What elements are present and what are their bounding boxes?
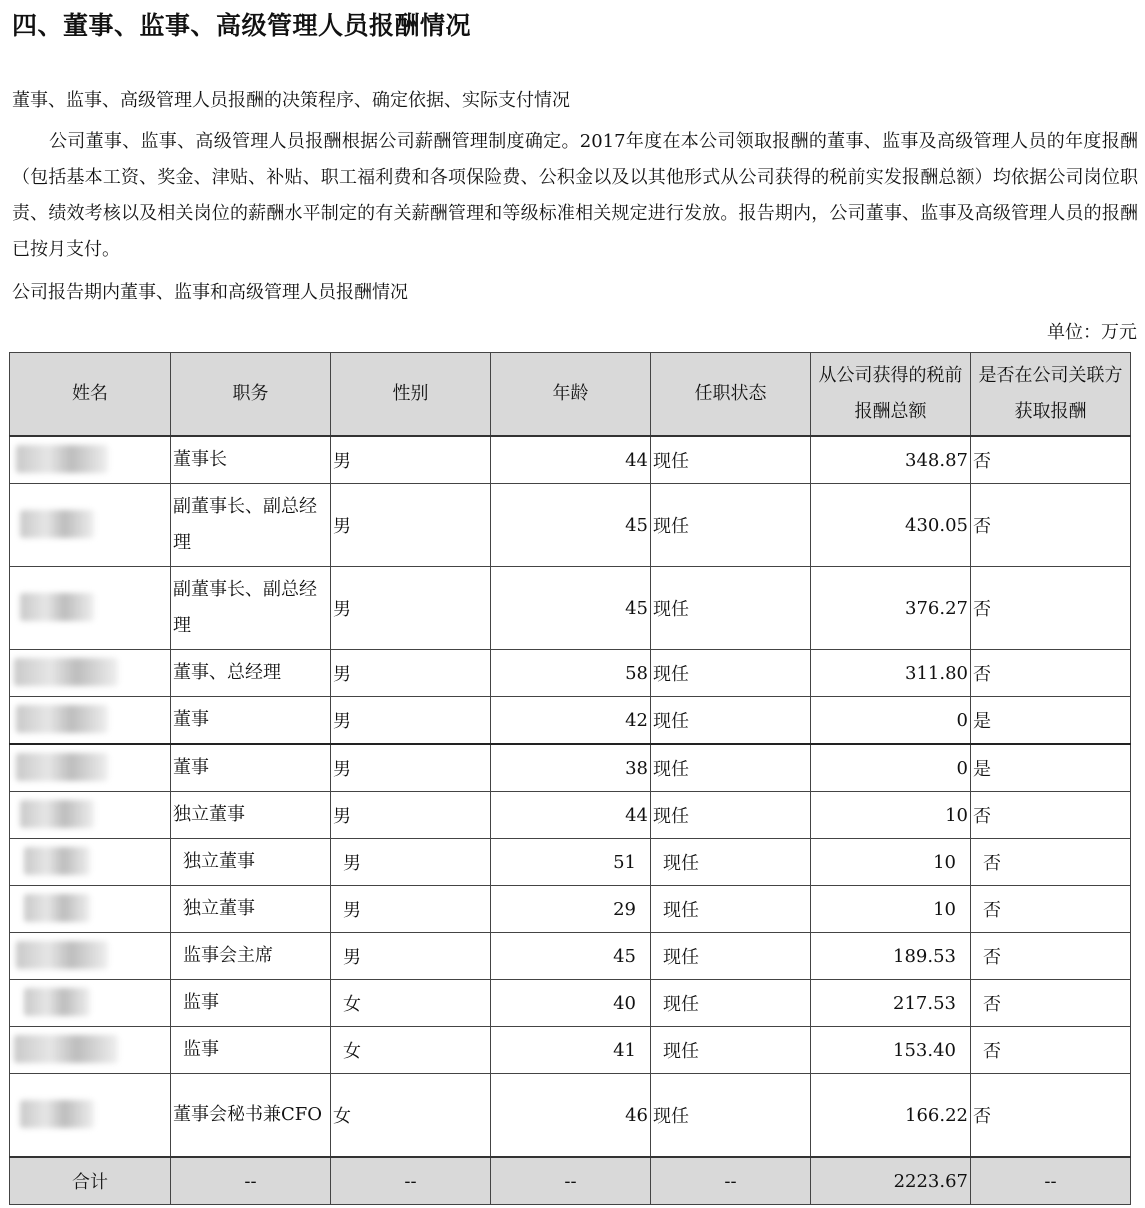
name-cell-redacted — [10, 697, 171, 745]
position-cell: 董事 — [171, 697, 331, 745]
total-related: -- — [971, 1157, 1131, 1205]
table-row — [10, 567, 1131, 650]
header-related: 是否在公司关联方获取报酬 — [971, 353, 1131, 437]
redaction-blur — [24, 988, 90, 1016]
position-cell: 董事会秘书兼CFO — [171, 1074, 331, 1158]
header-name: 姓名 — [10, 353, 171, 437]
body-paragraph: 公司董事、监事、高级管理人员报酬根据公司薪酬管理制度确定。2017年度在本公司领取报酬的董事、监事及高级管理人员的年度报酬（包括基本工资、奖金、津贴、补贴、职工福利费和各项保险费、公积金以及以其他形式从公司获得的税前实发报酬总额）均依据公司岗位职责、绩效考核以及相关岗位的薪酬水平制定的有关薪酬管理和等级标准相关规定进行发放。报告期内，公司董事、监事及高级管理人员的报酬已按月支付。 — [12, 131, 1138, 260]
position-cell: 副董事长、副总经理 — [171, 484, 331, 567]
related-cell: 否 — [971, 933, 1131, 980]
status-cell: 现任 — [651, 886, 811, 933]
name-cell-redacted — [10, 792, 171, 839]
age-cell: 45 — [491, 567, 651, 650]
section-heading: 四、董事、监事、高级管理人员报酬情况 — [12, 11, 472, 40]
position-cell: 监事 — [171, 1027, 331, 1074]
redaction-blur — [14, 658, 118, 686]
gender-cell: 男 — [331, 839, 491, 886]
unit-label: 单位：万元 — [1047, 322, 1137, 343]
total-pay: 2223.67 — [811, 1157, 971, 1205]
table-caption: 公司报告期内董事、监事和高级管理人员报酬情况 — [12, 282, 408, 303]
table-row — [10, 1027, 1131, 1074]
total-status: -- — [651, 1157, 811, 1205]
name-cell-redacted — [10, 980, 171, 1027]
age-cell: 29 — [491, 886, 651, 933]
status-cell: 现任 — [651, 697, 811, 745]
redaction-blur — [16, 753, 108, 781]
total-label: 合计 — [10, 1157, 171, 1205]
table-row — [10, 839, 1131, 886]
pay-cell: 153.40 — [811, 1027, 971, 1074]
related-cell: 否 — [971, 886, 1131, 933]
total-row — [10, 1157, 1131, 1205]
header-status: 任职状态 — [651, 353, 811, 437]
related-cell: 否 — [971, 839, 1131, 886]
position-cell: 独立董事 — [171, 886, 331, 933]
related-cell: 否 — [971, 650, 1131, 697]
age-cell: 45 — [491, 484, 651, 567]
table-header-row — [10, 353, 1131, 437]
status-cell: 现任 — [651, 436, 811, 484]
redaction-blur — [20, 1100, 94, 1128]
age-cell: 41 — [491, 1027, 651, 1074]
related-cell: 否 — [971, 792, 1131, 839]
total-age: -- — [491, 1157, 651, 1205]
position-cell: 监事会主席 — [171, 933, 331, 980]
position-cell: 独立董事 — [171, 792, 331, 839]
redaction-blur — [24, 847, 90, 875]
age-cell: 40 — [491, 980, 651, 1027]
related-cell: 是 — [971, 744, 1131, 792]
gender-cell: 男 — [331, 886, 491, 933]
table-row — [10, 484, 1131, 567]
age-cell: 51 — [491, 839, 651, 886]
gender-cell: 男 — [331, 933, 491, 980]
compensation-table — [9, 352, 1131, 1205]
name-cell-redacted — [10, 1074, 171, 1158]
subsection-heading: 董事、监事、高级管理人员报酬的决策程序、确定依据、实际支付情况 — [12, 90, 570, 111]
name-cell-redacted — [10, 839, 171, 886]
name-cell-redacted — [10, 744, 171, 792]
pay-cell: 430.05 — [811, 484, 971, 567]
position-cell: 监事 — [171, 980, 331, 1027]
pay-cell: 10 — [811, 792, 971, 839]
gender-cell: 女 — [331, 1027, 491, 1074]
gender-cell: 女 — [331, 980, 491, 1027]
related-cell: 否 — [971, 1074, 1131, 1158]
gender-cell: 男 — [331, 650, 491, 697]
redaction-blur — [14, 1035, 118, 1063]
position-cell: 董事 — [171, 744, 331, 792]
age-cell: 46 — [491, 1074, 651, 1158]
gender-cell: 男 — [331, 567, 491, 650]
related-cell: 否 — [971, 1027, 1131, 1074]
table-row — [10, 436, 1131, 484]
header-pay: 从公司获得的税前报酬总额 — [811, 353, 971, 437]
name-cell-redacted — [10, 436, 171, 484]
total-position: -- — [171, 1157, 331, 1205]
related-cell: 否 — [971, 980, 1131, 1027]
table-row — [10, 980, 1131, 1027]
table-row — [10, 744, 1131, 792]
name-cell-redacted — [10, 650, 171, 697]
redaction-blur — [20, 593, 94, 621]
gender-cell: 男 — [331, 436, 491, 484]
table-row — [10, 792, 1131, 839]
related-cell: 否 — [971, 484, 1131, 567]
gender-cell: 男 — [331, 744, 491, 792]
status-cell: 现任 — [651, 1027, 811, 1074]
table-row — [10, 650, 1131, 697]
table-row — [10, 933, 1131, 980]
name-cell-redacted — [10, 886, 171, 933]
status-cell: 现任 — [651, 744, 811, 792]
age-cell: 44 — [491, 792, 651, 839]
table-row — [10, 697, 1131, 745]
redaction-blur — [20, 800, 94, 828]
age-cell: 44 — [491, 436, 651, 484]
age-cell: 38 — [491, 744, 651, 792]
gender-cell: 男 — [331, 484, 491, 567]
redaction-blur — [16, 941, 108, 969]
name-cell-redacted — [10, 933, 171, 980]
status-cell: 现任 — [651, 980, 811, 1027]
name-cell-redacted — [10, 567, 171, 650]
status-cell: 现任 — [651, 1074, 811, 1158]
pay-cell: 189.53 — [811, 933, 971, 980]
redaction-blur — [16, 705, 108, 733]
name-cell-redacted — [10, 484, 171, 567]
related-cell: 是 — [971, 697, 1131, 745]
total-gender: -- — [331, 1157, 491, 1205]
pay-cell: 166.22 — [811, 1074, 971, 1158]
pay-cell: 10 — [811, 886, 971, 933]
status-cell: 现任 — [651, 792, 811, 839]
age-cell: 58 — [491, 650, 651, 697]
position-cell: 独立董事 — [171, 839, 331, 886]
redaction-blur — [20, 510, 94, 538]
status-cell: 现任 — [651, 650, 811, 697]
header-position: 职务 — [171, 353, 331, 437]
header-age: 年龄 — [491, 353, 651, 437]
age-cell: 45 — [491, 933, 651, 980]
gender-cell: 男 — [331, 697, 491, 745]
table-row — [10, 886, 1131, 933]
status-cell: 现任 — [651, 933, 811, 980]
pay-cell: 311.80 — [811, 650, 971, 697]
gender-cell: 女 — [331, 1074, 491, 1158]
status-cell: 现任 — [651, 839, 811, 886]
pay-cell: 376.27 — [811, 567, 971, 650]
related-cell: 否 — [971, 567, 1131, 650]
name-cell-redacted — [10, 1027, 171, 1074]
header-gender: 性别 — [331, 353, 491, 437]
pay-cell: 217.53 — [811, 980, 971, 1027]
age-cell: 42 — [491, 697, 651, 745]
redaction-blur — [16, 445, 108, 473]
pay-cell: 0 — [811, 744, 971, 792]
status-cell: 现任 — [651, 484, 811, 567]
position-cell: 副董事长、副总经理 — [171, 567, 331, 650]
pay-cell: 348.87 — [811, 436, 971, 484]
position-cell: 董事、总经理 — [171, 650, 331, 697]
gender-cell: 男 — [331, 792, 491, 839]
redaction-blur — [24, 894, 90, 922]
pay-cell: 0 — [811, 697, 971, 745]
pay-cell: 10 — [811, 839, 971, 886]
table-row — [10, 1074, 1131, 1158]
status-cell: 现任 — [651, 567, 811, 650]
position-cell: 董事长 — [171, 436, 331, 484]
related-cell: 否 — [971, 436, 1131, 484]
